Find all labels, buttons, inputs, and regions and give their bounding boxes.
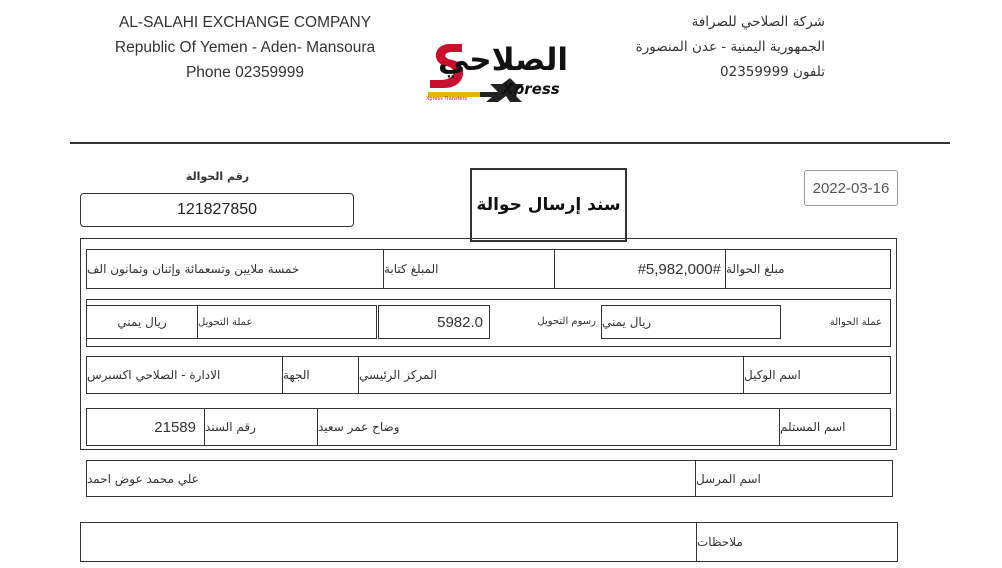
sender-row [86,460,893,497]
agent-value: المركز الرئيسي [358,357,743,393]
notes-row [80,522,898,562]
fee-currency-value: ريال يمني [86,305,198,339]
document-title: سند إرسال حوالة [476,195,621,215]
company-phone-en: Phone 02359999 [185,64,305,81]
document-number-value: 21589 [154,418,196,436]
transfer-number-box [80,193,354,227]
notes-label: ملاحظات [696,523,899,561]
company-logo [420,38,570,104]
company-phone-ar: تلفون 02359999 [720,64,825,80]
receiver-row [86,408,891,446]
document-number-label: رقم السند [204,409,317,445]
date-box [804,170,898,206]
date-value: 2022-03-16 [812,179,890,197]
fee-currency-label: عملة التحويل [197,305,377,339]
entity-value: الادارة - الصلاحي اكسبرس [87,368,221,382]
entity-label: الجهة [282,357,358,393]
document-title-box [470,168,627,242]
header-divider [70,142,950,144]
amount-value: #5,982,000# [554,250,725,288]
logo-tagline: Xpress Transfers [426,96,468,102]
logo-main-text: الصلاحي [437,42,568,78]
notes-value [81,523,696,561]
company-name-ar: شركة الصلاحي للصرافة [691,14,825,30]
fee-label: رسوم التحويل [537,316,596,327]
company-address-ar: الجمهورية اليمنية - عدن المنصورة [635,39,825,55]
english-header [80,10,410,85]
amount-row [86,249,891,289]
transfer-number-label: رقم الحوالة [185,170,250,183]
receiver-value: وضاح عمر سعيد [317,409,779,445]
company-name-en: AL-SALAHI EXCHANGE COMPANY [118,14,372,31]
logo-sub-text: Xpress [502,80,560,98]
agent-row [86,356,891,394]
amount-words-label: المبلغ كتابة [383,250,554,288]
sender-value: علي محمد عوض احمد [87,471,199,486]
transfer-number-value: 121827850 [176,201,258,218]
transfer-currency-value: ريال يمني [601,305,781,339]
fee-value: 5982.0 [378,305,490,339]
arabic-header [580,10,825,85]
receiver-label: اسم المستلم [779,409,892,445]
sender-label: اسم المرسل [695,461,894,496]
company-address-en: Republic Of Yemen - Aden- Mansoura [114,39,376,56]
amount-words-value: خمسة ملايين وتسعمائة وإثنان وثمانون الف [87,262,300,276]
amount-label: مبلغ الحوالة [725,250,892,288]
agent-label: اسم الوكيل [743,357,892,393]
transfer-currency-label: عملة الحوالة [829,317,882,328]
